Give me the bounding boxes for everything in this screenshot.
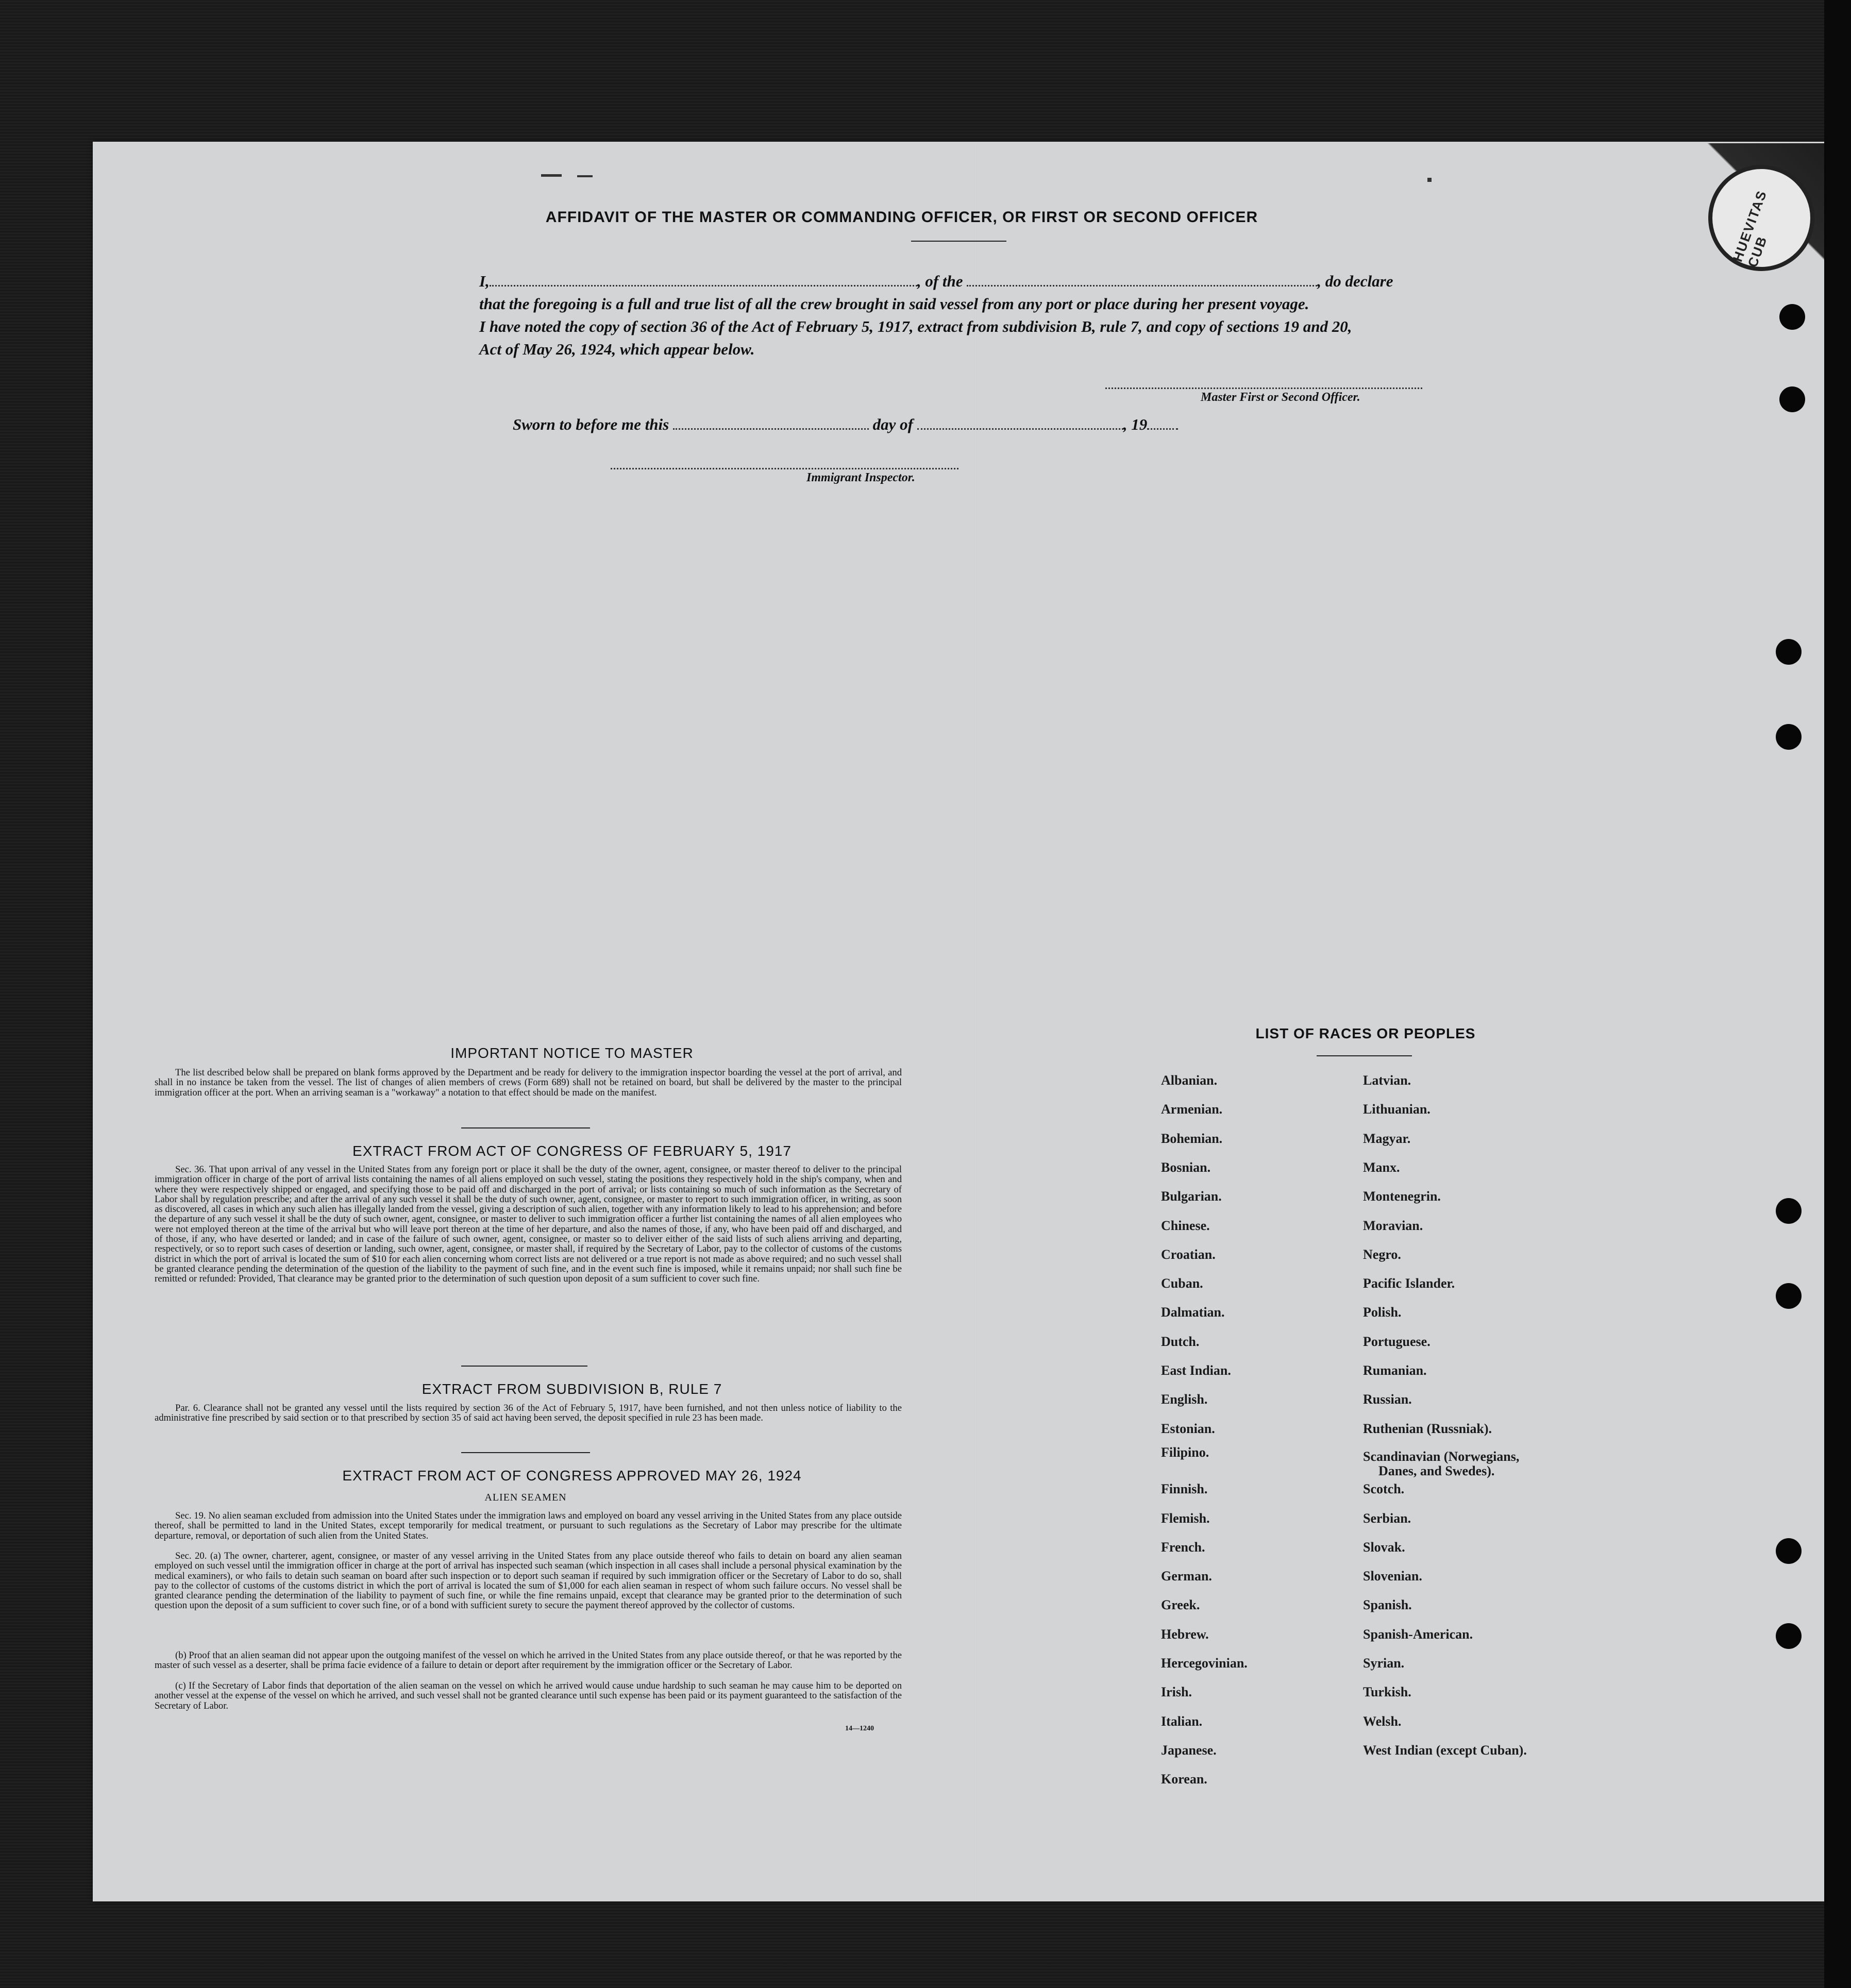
race-item: Armenian. <box>1161 1102 1223 1117</box>
notice-title: IMPORTANT NOTICE TO MASTER <box>450 1045 694 1061</box>
race-item: Flemish. <box>1161 1510 1210 1526</box>
race-item: Korean. <box>1161 1772 1207 1787</box>
race-item: Pacific Islander. <box>1363 1276 1455 1291</box>
extract-1917-text: Sec. 36. That upon arrival of any vessel in the United States from any foreign port or place it shall be the duty of the owner, agent, consignee, or master thereof to deliver to the principal immigration officer in charge of the port of arrival lists containing the names of all aliens employed on such vessel, stating the positions they respectively hold in the ship's company, when and where they were respectively shipped or engaged, and specifying those to be paid off and discharged in the port of arrival; or lists containing so much of such information as the Secretary of Labor shall by regulation prescribe; and after the arrival of any such vessel it shall be the duty of such owner, agent, consignee, or master to report to such immigration officer, in writing, as soon as discovered, all cases in which any such alien has illegally landed from the vessel, giving a description of such alien, together with any information likely to lead to his apprehension; and before the departure of any such vessel it shall be the duty of such owner, agent, consignee, or master to deliver to such immigration officer a further list containing the names of all alien employees who were not employed thereon at the time of the arrival but who will leave port thereon at the time of her departure, and also the names of those, if any, who have been paid off and discharged, and of those, if any, who have deserted or landed; and in case of the failure of such owner, agent, consignee, or master so to deliver either of the said lists of such aliens arriving and departing, respectively, or so to report such cases of desertion or landing, such owner, agent, consignee, or master shall, if required by the Secretary of Labor, pay to the collector of customs of the customs district in which the port of arrival is located the sum of $10 for each alien concerning whom correct lists are not delivered or a true report is not made as above required; and no such vessel shall be granted clearance pending the determination of the question of the liability to the payment of such fine, and in the event such fine is imposed, while it remains unpaid; nor shall such fine be remitted or refunded: Provided, That clearance may be granted prior to the determination of such question upon deposit of a sum sufficient to cover such fine. <box>155 1164 902 1285</box>
race-item: Syrian. <box>1363 1656 1405 1671</box>
race-item: Spanish. <box>1363 1597 1412 1613</box>
race-item: Russian. <box>1363 1392 1412 1407</box>
scan-mark <box>1427 178 1432 182</box>
affidavit-line-3: I have noted the copy of section 36 of the Act of February 5, 1917, extract from subdivision B, rule 7, and copy of sections 19 and 20, <box>479 317 1352 335</box>
punch-hole <box>1776 639 1802 665</box>
race-item: Polish. <box>1363 1305 1402 1320</box>
sec-20b-text: (b) Proof that an alien seaman did not appear upon the outgoing manifest of the vessel on which he arrived in the United States from any place outside thereof, or that he was reported by the master of such vessel as a deserter, shall be prima facie evidence of a failure to detain or deport after requirement by the immigration officer or the Secretary of Labor. <box>155 1650 902 1671</box>
race-item: Japanese. <box>1161 1742 1217 1758</box>
master-signature-label: Master First or Second Officer. <box>1201 391 1360 404</box>
race-item: Danes, and Swedes). <box>1378 1463 1495 1478</box>
extract-rule7-text: Par. 6. Clearance shall not be granted any vessel until the lists required by section 36 of the Act of February 5, 1917, have been furnished, and not then unless notice of liability to the administrative fine prescribed by said section or to that prescribed by section 35 of said act having been served, the deposit specified in rule 23 has been made. <box>155 1403 902 1424</box>
divider <box>1317 1055 1412 1056</box>
extract-1924-title: EXTRACT FROM ACT OF CONGRESS APPROVED MAY 26, 1924 <box>342 1468 802 1484</box>
race-item: English. <box>1161 1392 1208 1407</box>
race-item: Serbian. <box>1363 1510 1411 1526</box>
page-fold <box>975 144 977 1899</box>
race-item: Hebrew. <box>1161 1626 1209 1642</box>
race-item: Rumanian. <box>1363 1363 1427 1378</box>
race-item: Bosnian. <box>1161 1159 1211 1175</box>
punch-hole <box>1776 1538 1802 1564</box>
name-blank[interactable] <box>490 285 917 287</box>
alien-seamen-subtitle: ALIEN SEAMEN <box>484 1492 567 1503</box>
race-item: German. <box>1161 1569 1212 1584</box>
stamp-text: HUEVITAS CUB <box>1729 188 1771 269</box>
race-item: Italian. <box>1161 1713 1203 1729</box>
sec-20a-text: Sec. 20. (a) The owner, charterer, agent, consignee, or master of any vessel arriving in the United States from any place outside thereof who fails to detain on board any alien seaman employed on such vessel until the immigration officer in charge at the port of arrival has inspected such seaman (which inspection in all cases shall include a personal physical examination by the medical examiners), or who fails to detain such seaman on board after such inspection or to deport such seaman if required by such immigration officer or the Secretary of Labor to do so, shall pay to the collector of customs of the customs district in which the port of arrival is located the sum of $1,000 for each alien seaman in respect of whom such failure occurs. No vessel shall be granted clearance pending the determination of the liability to payment of such fine, or while the fine remains unpaid, except that clearance may be granted prior to the determination of such question upon the deposit of a sum sufficient to cover such fine, or of a bond with sufficient surety to secure the payment thereof approved by the collector of customs. <box>155 1551 902 1611</box>
race-item: Greek. <box>1161 1597 1200 1613</box>
divider <box>911 241 1006 242</box>
race-item: Scotch. <box>1363 1481 1405 1497</box>
race-item: Albanian. <box>1161 1073 1218 1088</box>
sec-20c-text: (c) If the Secretary of Labor finds that deportation of the alien seaman on the vessel on which he arrived would cause undue hardship to such seaman he may cause him to be deported on another vessel at the expense of the vessel on which he arrived, and such vessel shall not be granted clearance until such expense has been paid or its payment guaranteed to the satisfaction of the Secretary of Labor. <box>155 1680 902 1711</box>
race-item: West Indian (except Cuban). <box>1363 1742 1527 1758</box>
vessel-blank[interactable] <box>967 285 1317 287</box>
race-item: Turkish. <box>1363 1684 1411 1700</box>
race-item: Ruthenian (Russniak). <box>1363 1421 1492 1436</box>
race-item: Croatian. <box>1161 1246 1216 1262</box>
race-item: Portuguese. <box>1363 1334 1431 1349</box>
race-item: Filipino. <box>1161 1444 1209 1460</box>
affidavit-title: AFFIDAVIT OF THE MASTER OR COMMANDING OFFICER, OR FIRST OR SECOND OFFICER <box>545 209 1258 226</box>
divider <box>461 1366 587 1367</box>
affidavit-line-2: that the foregoing is a full and true list of all the crew brought in said vessel from any port or place during her present voyage. <box>479 295 1309 313</box>
document-page <box>93 142 1824 1901</box>
punch-hole <box>1776 724 1802 750</box>
form-number: 14—1240 <box>845 1725 874 1732</box>
sworn-day-blank[interactable] <box>673 428 869 430</box>
inspector-label: Immigrant Inspector. <box>806 471 915 484</box>
race-item: Spanish-American. <box>1363 1626 1473 1642</box>
race-item: Scandinavian (Norwegians, <box>1363 1448 1520 1464</box>
film-edge <box>1824 0 1851 1988</box>
punch-hole <box>1779 304 1805 330</box>
race-item: Latvian. <box>1363 1073 1411 1088</box>
punch-hole <box>1779 386 1805 412</box>
race-item: Irish. <box>1161 1684 1192 1700</box>
race-item: Slovenian. <box>1363 1569 1422 1584</box>
affidavit-line-4: Act of May 26, 1924, which appear below. <box>479 340 755 358</box>
race-item: Bulgarian. <box>1161 1189 1222 1204</box>
extract-rule7-title: EXTRACT FROM SUBDIVISION B, RULE 7 <box>422 1381 722 1397</box>
race-item: Welsh. <box>1363 1713 1402 1729</box>
race-item: Chinese. <box>1161 1218 1210 1233</box>
sec-19-text: Sec. 19. No alien seaman excluded from admission into the United States under the immigration laws and employed on board any vessel arriving in the United States from any place outside thereof, shall be permitted to land in the United States, except temporarily for medical treatment, or pursuant to such regulations as the Secretary of Labor may prescribe for the ultimate departure, removal, or deportation of such alien from the United States. <box>155 1510 902 1541</box>
scan-mark <box>541 174 562 177</box>
race-item: Hercegovinian. <box>1161 1656 1248 1671</box>
extract-1917-title: EXTRACT FROM ACT OF CONGRESS OF FEBRUARY 5, 1917 <box>352 1143 792 1159</box>
race-item: Cuban. <box>1161 1276 1203 1291</box>
race-item: Magyar. <box>1363 1131 1411 1146</box>
sworn-year-blank[interactable] <box>1147 428 1178 430</box>
notice-text: The list described below shall be prepared on blank forms approved by the Department and be ready for delivery to the immigration inspector boarding the vessel at the port of arrival, and shall in no instance be taken from the vessel. The list of changes of alien members of crews (Form 689) shall not be retained on board, but shall be delivered by the master to the principal immigration officer at the port. When an arriving seaman is a "workaway" a notation to that effect should be made on the manifest. <box>155 1067 902 1098</box>
race-item: French. <box>1161 1539 1205 1555</box>
inspector-signature-line[interactable] <box>611 468 958 469</box>
race-item: Manx. <box>1363 1159 1400 1175</box>
punch-hole <box>1776 1198 1802 1224</box>
race-item: Finnish. <box>1161 1481 1208 1497</box>
race-item: Bohemian. <box>1161 1131 1223 1146</box>
race-item: Montenegrin. <box>1363 1189 1441 1204</box>
race-item: Estonian. <box>1161 1421 1215 1436</box>
races-title: LIST OF RACES OR PEOPLES <box>1255 1025 1476 1041</box>
race-item: Negro. <box>1363 1246 1401 1262</box>
port-stamp <box>1708 165 1814 271</box>
master-signature-line[interactable] <box>1105 388 1422 389</box>
scan-mark <box>577 175 593 177</box>
race-item: Slovak. <box>1363 1539 1405 1555</box>
sworn-month-blank[interactable] <box>917 428 1123 430</box>
sworn-line: Sworn to before me this day of , 19 <box>513 415 1178 434</box>
race-item: Dalmatian. <box>1161 1305 1225 1320</box>
punch-hole <box>1776 1623 1802 1649</box>
race-item: Dutch. <box>1161 1334 1200 1349</box>
race-item: Moravian. <box>1363 1218 1423 1233</box>
race-item: East Indian. <box>1161 1363 1231 1378</box>
punch-hole <box>1776 1283 1802 1309</box>
affidavit-line-1: I, , of the , do declare <box>479 272 1393 290</box>
divider <box>461 1127 590 1128</box>
race-item: Lithuanian. <box>1363 1102 1431 1117</box>
divider <box>461 1452 590 1453</box>
